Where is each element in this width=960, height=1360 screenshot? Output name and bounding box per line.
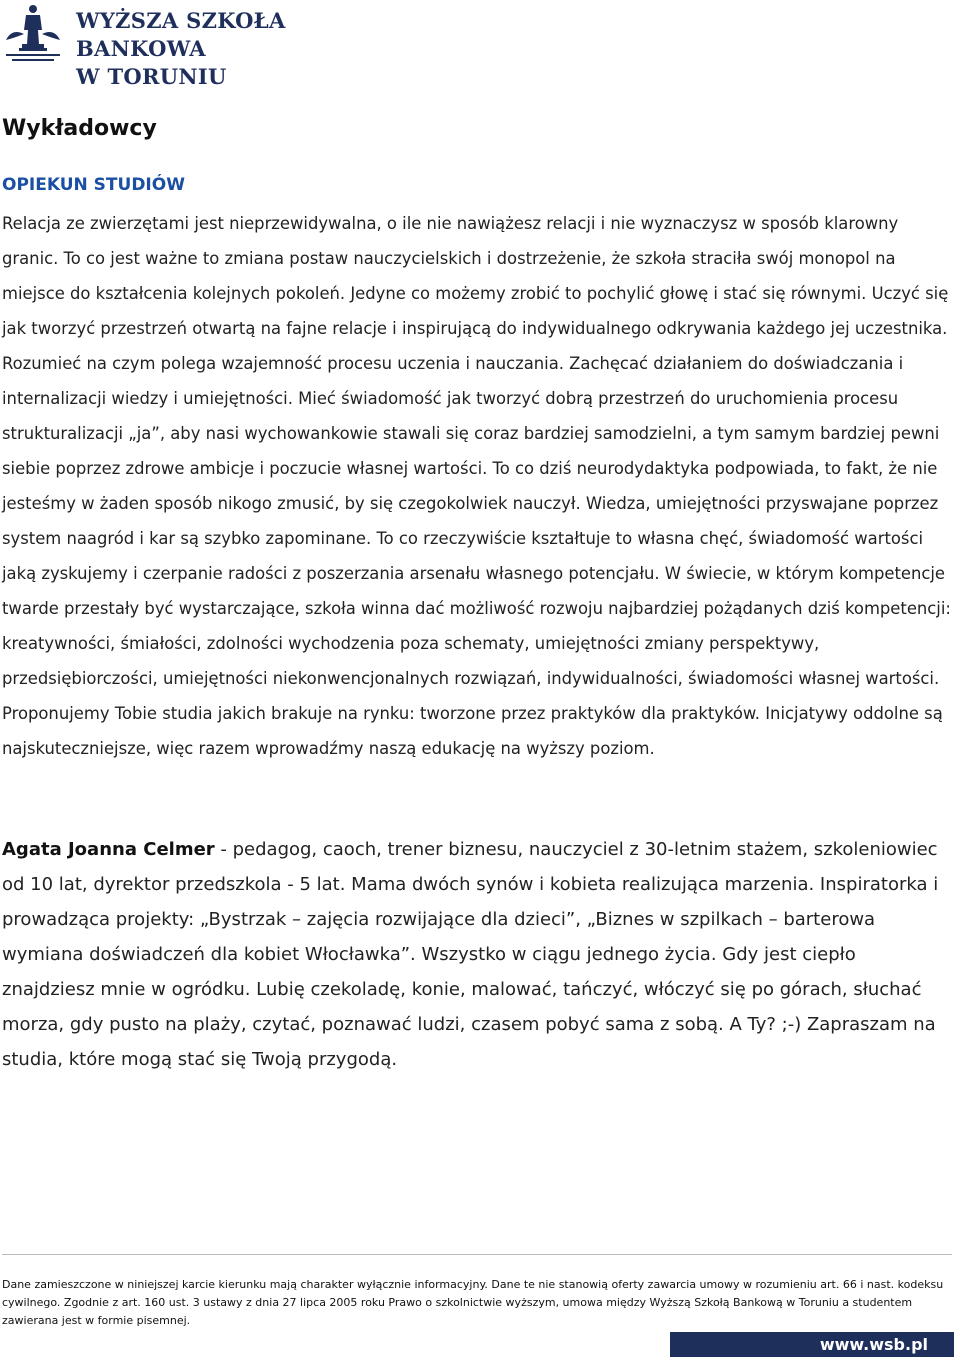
logo-line-2: W TORUNIU	[76, 64, 227, 89]
header	[0, 0, 400, 89]
website-link[interactable]: www.wsb.pl	[819, 1335, 928, 1354]
footer-disclaimer: Dane zamieszczone w niniejszej karcie kierunku mają charakter wyłącznie informacyjny. Dane te nie stanowią oferty zawarcia umowy w rozumieniu art. 66 i nast. kodeksu cywilnego. Zgodnie z art. 160 ust. 3 ustawy z dnia 27 lipca 2005 roku Prawo o szkolnictwie wyższym, umowa między Wyższą Szkołą Bankową w Toruniu a studentem zawierana jest w formie pisemnej.	[2, 1278, 944, 1327]
lecturer-description: - pedagog, caoch, trener biznesu, nauczyciel z 30-letnim stażem, szkoleniowiec od 10 lat, dyrektor przedszkola - 5 lat. Mama dwóch synów i kobieta realizująca marzenia. Inspiratorka i prowadząca projekty: „Bystrzak – zajęcia rozwijające dla dzieci”, „Biznes w szpilkach – barterowa wymiana doświadczeń dla kobiet Włocławka”. Wszystko w ciągu jednego życia. Gdy jest ciepło znajdziesz mnie w ogródku. Lubię czekoladę, konie, malować, tańczyć, włóczyć się po górach, słuchać morza, gdy pusto na plaży, czytać, poznawać ludzi, czasem pobyć sama z sobą. A Ty? ;-) Zapraszam na studia, które mogą stać się Twoją przygodą.	[2, 839, 939, 1070]
lecturer-name: Agata Joanna Celmer	[2, 839, 215, 860]
section-heading: OPIEKUN STUDIÓW	[2, 175, 185, 195]
lecturer-bio	[2, 832, 952, 1077]
intro-paragraph: Relacja ze zwierzętami jest nieprzewidywalna, o ile nie nawiążesz relacji i nie wyznaczysz w sposób klarowny granic. To co jest ważne to zmiana postaw nauczycielskich i dostrzeżenie, że szkoła straciła swój monopol na miejsce do kształcenia kolejnych pokoleń. Jedyne co możemy zrobić to pochylić głowę i stać się równymi. Uczyć się jak tworzyć przestrzeń otwartą na fajne relacje i inspirującą do indywidualnego odkrywania każdego jej uczestnika. Rozumieć na czym polega wzajemność procesu uczenia i nauczania. Zachęcać działaniem do doświadczania i internalizacji wiedzy i umiejętności. Mieć świadomość jak tworzyć dobrą przestrzeń do uruchomienia procesu strukturalizacji „ja”, aby nasi wychowankowie stawali się coraz bardziej samodzielni, a tym samym bardziej pewni siebie poprzez zdrowe ambicje i poczucie własnej wartości. To co dziś neurodydaktyka podpowiada, to fakt, że nie jesteśmy w żaden sposób nikogo zmusić, by się czegokolwiek nauczył. Wiedza, umiejętności przyswajane poprzez system naagród i kar są szybko zapominane. To co rzeczywiście kształtuje to własna chęć, świadomość wartości jaką zyskujemy i czerpanie radości z poszerzania arsenału własnego potencjału. W świecie, w którym kompetencje twarde przestały być wystarczające, szkoła winna dać możliwość rozwoju najbardziej pożądanych dziś kompetencji: kreatywności, śmiałości, zdolności wychodzenia poza schematy, umiejętności zmiany perspektywy, przedsiębiorczości, umiejętności niekonwencjonalnych rozwiązań, indywidualności, świadomości własnej wartości. Proponujemy Tobie studia jakich brakuje na rynku: tworzone przez praktyków dla praktyków. Inicjatywy oddolne są najskuteczniejsze, więc razem wprowadźmy naszą edukację na wyższy poziom.	[2, 214, 951, 758]
logo-line-1: WYŻSZA SZKOŁA BANKOWA	[76, 8, 286, 61]
page-title: Wykładowcy	[2, 116, 157, 141]
footer-url-bar	[670, 1332, 954, 1357]
university-logo-title[interactable]	[76, 7, 400, 91]
footer-divider	[2, 1254, 952, 1255]
university-emblem-icon	[2, 0, 64, 66]
